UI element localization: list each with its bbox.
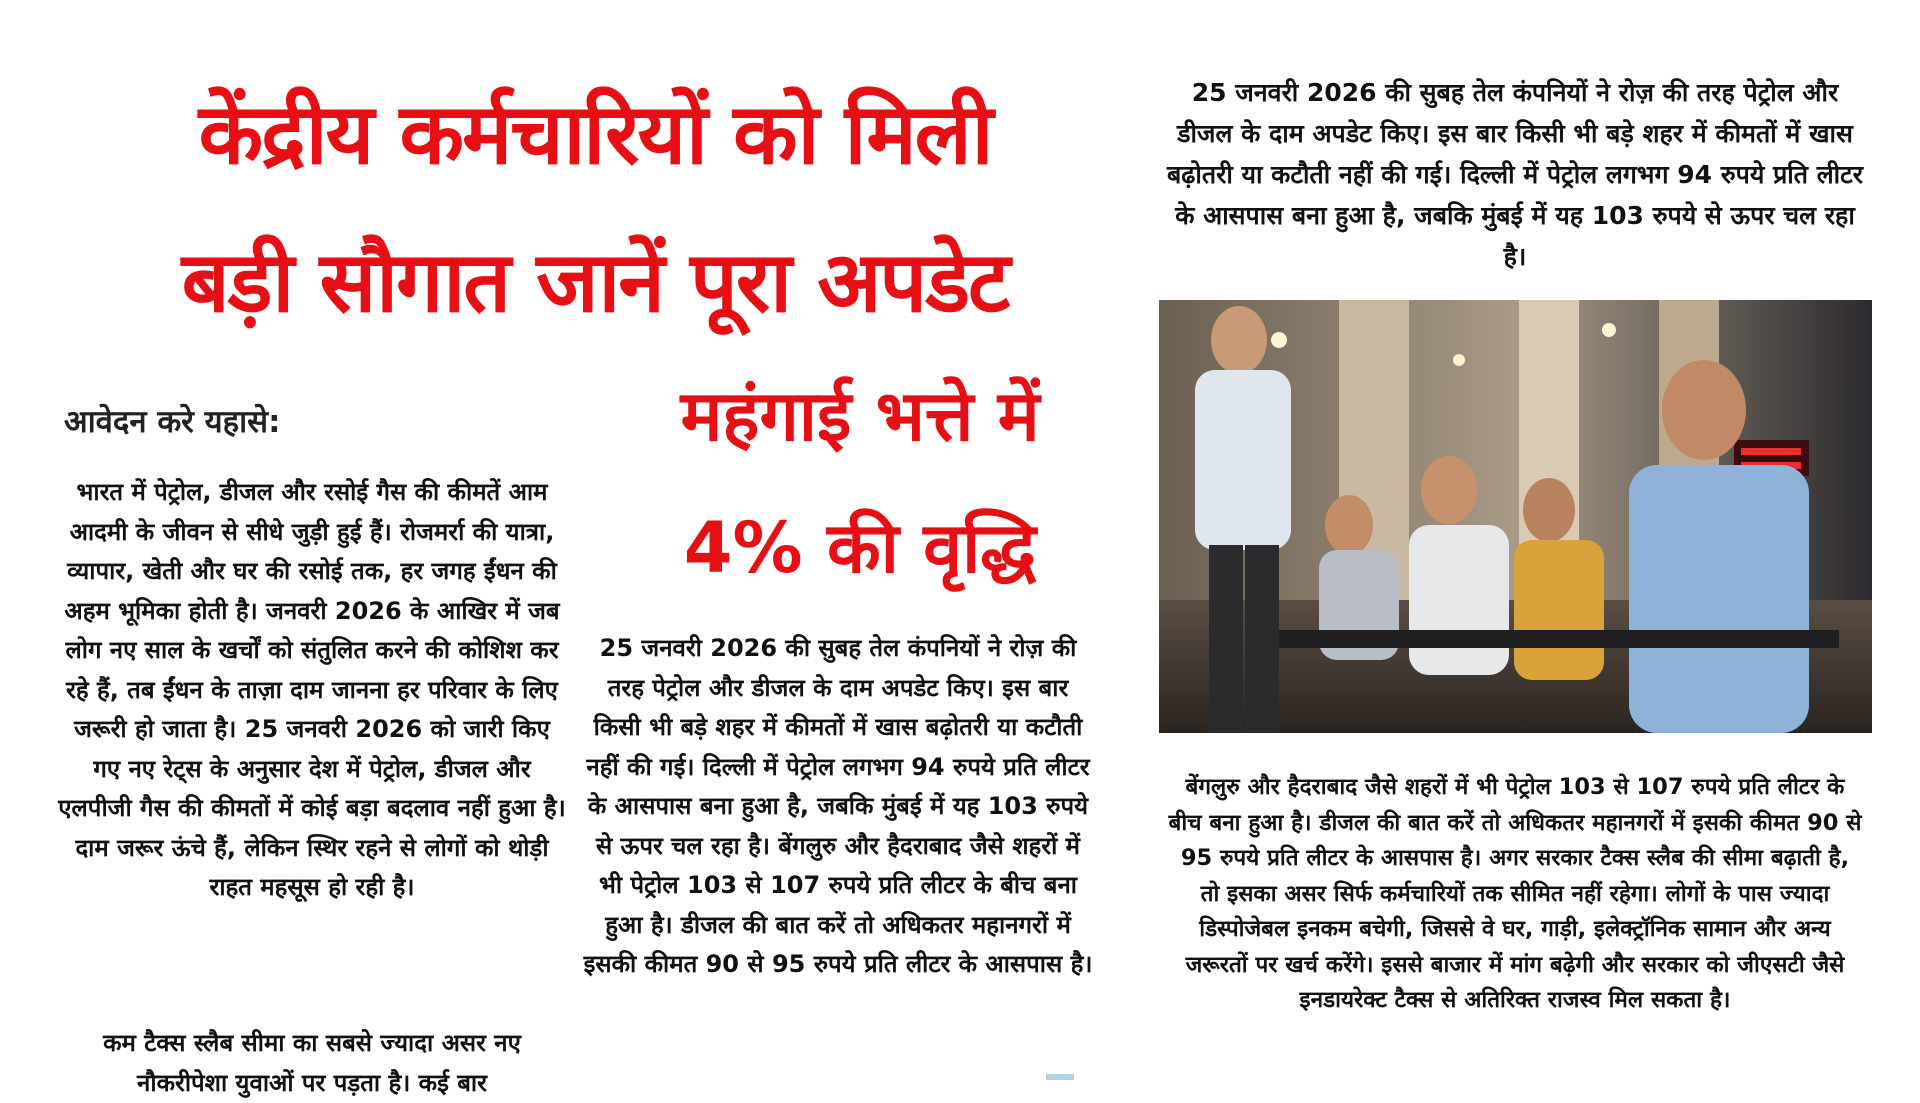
subhead-line-2: 4% की वृद्धि [683, 507, 1037, 589]
headline-line-2: बड़ी सौगात जानें पूरा अपडेट [181, 233, 1009, 331]
column3-top-paragraph: 25 जनवरी 2026 की सुबह तेल कंपनियों ने रोज़ की तरह पेट्रोल और डीजल के दाम अपडेट किए। इस बार किसी भी बड़े शहर में कीमतों में खास बढ़ोतरी या कटौती नहीं की गई। दिल्ली में पेट्रोल लगभग 94 रुपये प्रति लीटर के आसपास बना हुआ है, जबकि मुंबई में यह 103 रुपये से ऊपर चल रहा है। [1167, 78, 1863, 271]
column2-paragraph: 25 जनवरी 2026 की सुबह तेल कंपनियों ने रोज़ की तरह पेट्रोल और डीजल के दाम अपडेट किए। इस बार किसी भी बड़े शहर में कीमतों में खास बढ़ोतरी या कटौती नहीं की गई। दिल्ली में पेट्रोल लगभग 94 रुपये प्रति लीटर के आसपास बना हुआ है, जबकि मुंबई में यह 103 रुपये से ऊपर चल रहा है। बेंगलुरु और हैदराबाद जैसे शहरों में भी पेट्रोल 103 से 107 रुपये प्रति लीटर के बीच बना हुआ है। डीजल की बात करें तो अधिकतर महानगरों में इसकी कीमत 90 से 95 रुपये प्रति लीटर के आसपास है। [583, 634, 1093, 978]
sub-headline [610, 350, 1110, 614]
column3-bottom-paragraph: बेंगलुरु और हैदराबाद जैसे शहरों में भी पेट्रोल 103 से 107 रुपये प्रति लीटर के बीच बना हुआ है। डीजल की बात करें तो अधिकतर महानगरों में इसकी कीमत 90 से 95 रुपये प्रति लीटर के आसपास है। अगर सरकार टैक्स स्लैब की सीमा बढ़ाती है, तो इसका असर सिर्फ कर्मचारियों तक सीमित नहीं रहेगा। लोगों के पास ज्यादा डिस्पोजेबल इनकम बचेगी, जिससे वे घर, गाड़ी, इलेक्ट्रॉनिक सामान और अन्य जरूरतों पर खर्च करेंगे। इससे बाजार में मांग बढ़ेगी और सरकार को जीएसटी जैसे इनडायरेक्ट टैक्स से अतिरिक्त राजस्व मिल सकता है। [1168, 774, 1862, 1013]
main-headline [100, 60, 1090, 356]
decorative-mark [1046, 1074, 1074, 1080]
apply-here-label: आवेदन करे यहासे: [64, 404, 281, 440]
people-waiting-photo [1159, 300, 1872, 733]
headline-line-1: केंद्रीय कर्मचारियों को मिली [198, 85, 992, 183]
subhead-line-1: महंगाई भत्ते में [680, 375, 1040, 457]
column1-paragraph-1: भारत में पेट्रोल, डीजल और रसोई गैस की कीमतें आम आदमी के जीवन से सीधे जुड़ी हुई हैं। रोजमर्रा की यात्रा, व्यापार, खेती और घर की रसोई तक, हर जगह ईंधन की अहम भूमिका होती है। जनवरी 2026 के आखिर में जब लोग नए साल के खर्चों को संतुलित करने की कोशिश कर रहे हैं, तब ईंधन के ताज़ा दाम जानना हर परिवार के लिए जरूरी हो जाता है। 25 जनवरी 2026 को जारी किए गए नए रेट्स के अनुसार देश में पेट्रोल, डीजल और एलपीजी गैस की कीमतों में कोई बड़ा बदलाव नहीं हुआ है। दाम जरूर ऊंचे हैं, लेकिन स्थिर रहने से लोगों को थोड़ी राहत महसूस हो रही है। [58, 478, 566, 901]
column1-paragraph-2: कम टैक्स स्लैब सीमा का सबसे ज्यादा असर नए नौकरीपेशा युवाओं पर पड़ता है। कई बार [103, 1029, 521, 1097]
